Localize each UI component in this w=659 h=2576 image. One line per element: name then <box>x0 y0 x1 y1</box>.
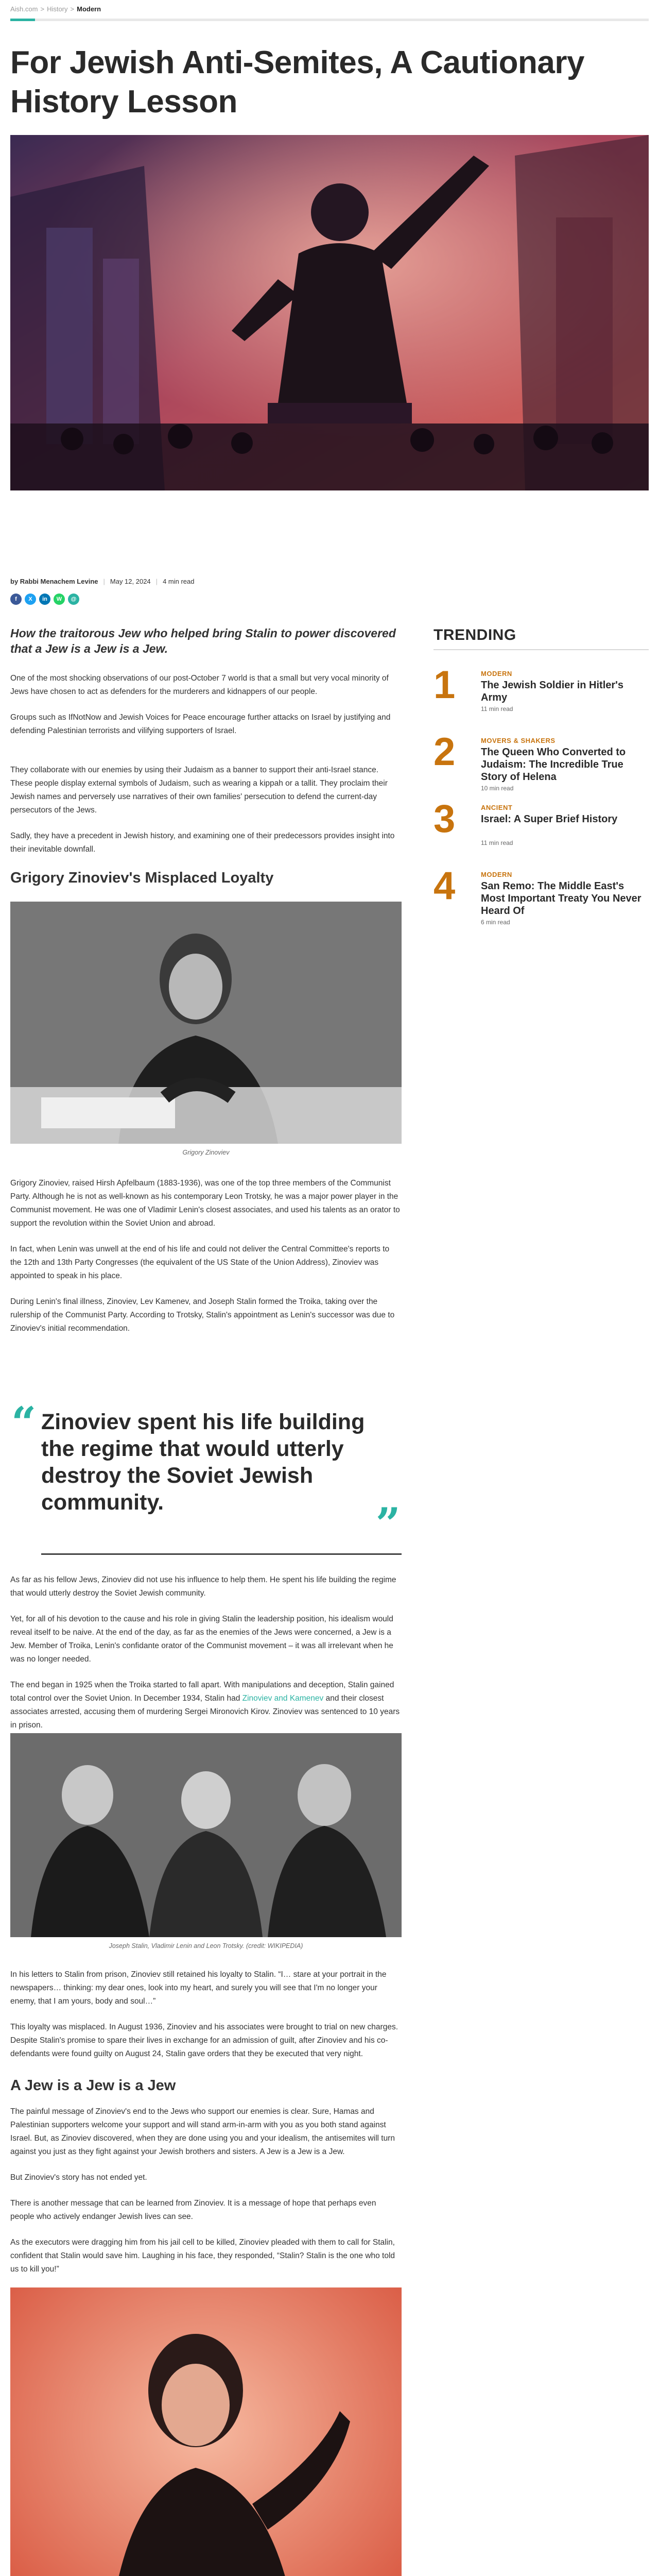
byline-separator: | <box>103 578 105 585</box>
publish-date: May 12, 2024 <box>110 578 151 585</box>
breadcrumb-separator: > <box>70 5 75 13</box>
trending-divider <box>433 649 649 650</box>
paragraph: Sadly, they have a precedent in Jewish history, and examining one of their predecessors provides insight into their inevitable downfall. <box>10 832 395 854</box>
trending-title: TRENDING <box>433 626 516 643</box>
read-time: 4 min read <box>163 578 195 585</box>
paragraph: In his letters to Stalin from prison, Zinoviev still retained his loyalty to Stalin. “I… stare at your portrait in the newspapers… thinking: my dear ones, look into my heart, and surely you will see that I'm no longer your enemy, that I am yours, body and soul…” <box>10 1970 387 2006</box>
page-title: For Jewish Anti-Semites, A Cautionary History Lesson <box>10 45 584 120</box>
author-name[interactable]: by Rabbi Menachem Levine <box>10 578 98 585</box>
zinoviev-color-portrait <box>10 2287 402 2576</box>
pull-quote-text: Zinoviev spent his life building the regime that would utterly destroy the Soviet Jewish community. <box>41 1410 365 1515</box>
trending-read-time: 11 min read <box>481 705 513 713</box>
x-icon[interactable]: X <box>25 594 36 605</box>
trending-category[interactable]: MODERN <box>481 670 512 677</box>
paragraph: As the executors were dragging him from his jail cell to be killed, Zinoviev pleaded with them to call for Stalin, confident that Stalin would save him. Laughing in his face, they responded, “Stalin? Stalin is the one who told us to kill you!” <box>10 2238 395 2274</box>
divider-accent <box>10 19 35 21</box>
trending-title-link[interactable]: San Remo: The Middle East's Most Important Treaty You Never Heard Of <box>481 880 641 917</box>
trending-item[interactable] <box>433 864 649 930</box>
paragraph-text: and their closest associates arrested, accusing them of murdering Sergei Mironovich Kirov. Zinoviev was sentenced to 10 years in prison. <box>10 1694 400 1730</box>
paragraph <box>10 1679 402 1732</box>
zinoviev-photo <box>10 902 402 1144</box>
share-bar <box>10 594 79 605</box>
paragraph: The painful message of Zinoviev's end to the Jews who support our enemies is clear. Sure, Hamas and Palestinian supporters welcome your support and will stand arm-in-arm with you as you both stand against Israel. But, as Zinoviev discovered, when they are done using you and your idealism, the antisemites will turn against you just as they fight against your Jewish brothers and sisters. A Jew is a Jew is a Jew. <box>10 2107 395 2156</box>
quote-close-icon: ” <box>375 1498 401 1549</box>
paragraph: In fact, when Lenin was unwell at the end of his life and could not deliver the Central Committee's reports to the 12th and 13th Party Congresses (the equivalent of the US State of the Union Address), Zinoviev was appointed to speak in his place. <box>10 1245 390 1280</box>
hero-image <box>10 135 649 490</box>
breadcrumb-separator: > <box>40 5 45 13</box>
figure-caption: Grigory Zinoviev <box>182 1149 230 1156</box>
trending-item[interactable] <box>433 730 649 796</box>
trending-rank: 3 <box>433 797 456 841</box>
section-heading: A Jew is a Jew is a Jew <box>10 2077 176 2094</box>
trending-read-time: 6 min read <box>481 919 510 926</box>
trending-category[interactable]: MOVERS & SHAKERS <box>481 737 556 744</box>
trending-category[interactable]: MODERN <box>481 871 512 878</box>
paragraph: Grigory Zinoviev, raised Hirsh Apfelbaum (1883-1936), was one of the top three members of the Communist Party. Although he is not as well-known as his contemporary Leon Trotsky, he was a major power player in the Communist movement. He was one of Vladimir Lenin's closest associates, and used his talents as an orator to support the revolution within the Soviet Union and abroad. <box>10 1179 400 1228</box>
pull-quote <box>10 1397 402 1555</box>
trending-item[interactable] <box>433 663 649 730</box>
trending-rank: 1 <box>433 663 456 707</box>
trending-item[interactable] <box>433 797 649 863</box>
breadcrumb-divider <box>10 19 649 21</box>
byline-separator: | <box>155 578 158 585</box>
byline <box>10 578 194 585</box>
trending-rank: 4 <box>433 864 456 908</box>
quote-open-icon: “ <box>11 1397 37 1448</box>
paragraph: But Zinoviev's story has not ended yet. <box>10 2173 147 2182</box>
stalin-lenin-trotsky-image <box>10 1733 402 1937</box>
breadcrumb-home[interactable]: Aish.com <box>10 5 38 13</box>
breadcrumb-section[interactable]: History <box>47 5 68 13</box>
paragraph-text: The end began in 1925 when the Troika started to fall apart. With manipulations and deception, Stalin gained total control over the Soviet Union. In December 1934, Stalin had <box>10 1681 394 1703</box>
hero-illustration <box>10 135 649 490</box>
trending-title-link[interactable]: The Queen Who Converted to Judaism: The Incredible True Story of Helena <box>481 747 626 783</box>
zinoviev-kamenev-link[interactable]: Zinoviev and Kamenev <box>242 1694 324 1703</box>
paragraph: One of the most shocking observations of our post-October 7 world is that a small but very vocal minority of Jews have chosen to act as defenders for the murderers and kidnappers of our people. <box>10 674 389 696</box>
stalin-lenin-trotsky-photo <box>10 1733 402 1937</box>
section-heading: Grigory Zinoviev's Misplaced Loyalty <box>10 870 274 886</box>
email-icon[interactable]: @ <box>68 594 79 605</box>
trending-rank: 2 <box>433 730 456 774</box>
figure-caption: Joseph Stalin, Vladimir Lenin and Leon Trotsky. (credit: WIKIPEDIA) <box>109 1942 303 1950</box>
zinoviev-photo-image <box>10 902 402 1144</box>
paragraph: Groups such as IfNotNow and Jewish Voices for Peace encourage further attacks on Israel by justifying and defending Palestinian terrorists and vilifying supporters of Israel. <box>10 713 391 735</box>
paragraph: They collaborate with our enemies by using their Judaism as a banner to support their anti-Israel stance. These people display external symbols of Judaism, such as wearing a kippah or a tallit. They proclaim their Jewish names and perversely use narratives of their own families' persecution to defend the current-day persecutors of the Jews. <box>10 766 388 815</box>
breadcrumb-current: Modern <box>77 5 101 13</box>
trending-read-time: 10 min read <box>481 785 514 792</box>
whatsapp-icon[interactable]: W <box>54 594 65 605</box>
facebook-icon[interactable]: f <box>10 594 22 605</box>
trending-category[interactable]: ANCIENT <box>481 804 513 811</box>
breadcrumb <box>10 5 101 13</box>
trending-title-link[interactable]: The Jewish Soldier in Hitler's Army <box>481 680 624 703</box>
paragraph: This loyalty was misplaced. In August 1936, Zinoviev and his associates were brought to trial on new charges. Despite Stalin's promise to spare their lives in exchange for an admission of guilt, after Zinoviev and his co-defendants were found guilty on August 24, Stalin gave orders that they be executed that very night. <box>10 2023 398 2058</box>
article-subhead: How the traitorous Jew who helped bring Stalin to power discovered that a Jew is a Jew is a Jew. <box>10 626 396 655</box>
paragraph: As far as his fellow Jews, Zinoviev did not use his influence to help them. He spent his life building the regime that would utterly destroy the Soviet Jewish community. <box>10 1575 396 1598</box>
trending-title-link[interactable]: Israel: A Super Brief History <box>481 814 618 825</box>
paragraph: There is another message that can be learned from Zinoviev. It is a message of hope that perhaps even people who actively endanger Jewish lives can see. <box>10 2199 376 2221</box>
paragraph: Yet, for all of his devotion to the cause and his role in giving Stalin the leadership position, his idealism would reveal itself to be naive. At the end of the day, as far as the enemies of the Jews were concerned, a Jew is a Jew. Member of Troika, Lenin's confidante orator of the Communist movement – it was all irrelevant when he was no longer needed. <box>10 1615 393 1664</box>
linkedin-icon[interactable]: in <box>39 594 50 605</box>
zinoviev-color-portrait-image <box>10 2287 402 2576</box>
paragraph: During Lenin's final illness, Zinoviev, Lev Kamenev, and Joseph Stalin formed the Troika, taking over the rulership of the Communist Party. According to Trotsky, Stalin's appointment as Lenin's successor was due to Zinoviev's initial recommendation. <box>10 1297 395 1333</box>
trending-read-time: 11 min read <box>481 839 513 846</box>
pull-quote-rule <box>41 1553 402 1555</box>
